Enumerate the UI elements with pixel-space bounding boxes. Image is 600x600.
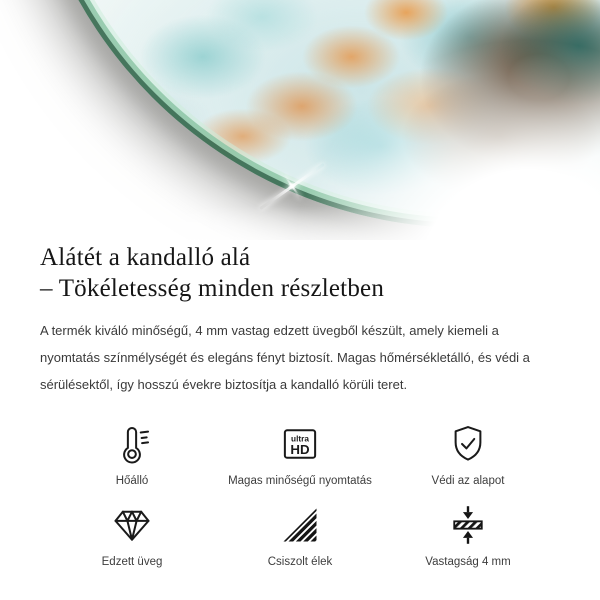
ultra-hd-icon: [278, 421, 322, 467]
thermometer-icon: [110, 421, 154, 467]
feature-polished-edges: [216, 502, 384, 568]
thickness-icon: [446, 502, 490, 548]
feature-label: Csiszolt élek: [267, 556, 333, 568]
feature-label: Vastagság 4 mm: [425, 556, 511, 568]
product-photo-section: [0, 0, 600, 240]
title-line-2: – Tökéletesség minden részletben: [40, 275, 385, 302]
beveled-edge-icon: [278, 502, 322, 548]
feature-heat-resistant: [48, 421, 216, 487]
feature-ultra-hd-print: [216, 421, 384, 487]
feature-label: Magas minőségű nyomtatás: [228, 475, 372, 487]
diamond-icon: [110, 502, 154, 548]
ultra-hd-icon-text-top: ultra: [291, 434, 309, 444]
glass-mat-photo: [21, 0, 600, 228]
shield-check-icon: [446, 421, 490, 467]
features-grid: [40, 421, 560, 568]
title-line-1: Alátét a kandalló alá: [40, 244, 251, 271]
feature-thickness: [384, 502, 552, 568]
product-info-section: [0, 240, 600, 568]
ultra-hd-icon-text-bottom: HD: [290, 442, 310, 458]
feature-label: Hőálló: [115, 475, 149, 487]
feature-protects-base: [384, 421, 552, 487]
product-description: A termék kiváló minőségű, 4 mm vastag edzett üvegből készült, amely kiemeli a nyomtatás színmélységét és elegáns fényt biztosít. Magas hőmérsékletálló, és védi a sérülésektől, így hosszú évekre biztosítja a kandalló körüli teret.: [40, 323, 530, 392]
feature-tempered-glass: [48, 502, 216, 568]
feature-label: Védi az alapot: [431, 475, 505, 487]
feature-label: Edzett üveg: [101, 556, 163, 568]
page-title: [40, 242, 560, 304]
